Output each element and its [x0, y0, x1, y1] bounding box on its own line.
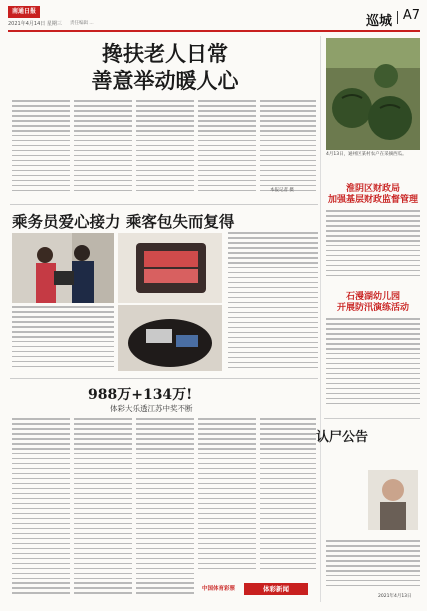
story3-body-col1 [12, 418, 70, 598]
story2-headline: 乘务员爱心接力 乘客包失而复得 [12, 212, 235, 231]
photo-staff-handover [12, 233, 114, 303]
header-divider [397, 11, 398, 24]
divider [10, 378, 318, 379]
story3-body-col3 [136, 418, 194, 598]
story3-body-col2 [74, 418, 132, 598]
paper-logo: 南通日报 [8, 6, 40, 18]
divider [10, 204, 318, 205]
story1-headline-line1: 搀扶老人日常 [102, 41, 228, 66]
story1-caption: 本报记者 摄 [270, 188, 294, 193]
right-story-b-line2: 开展防汛演练活动 [336, 303, 409, 313]
right-photo-caption: 4月13日，通州区某村农户在采摘西瓜。 [326, 152, 407, 157]
page-number: A7 [402, 8, 420, 23]
story1-body-col5 [260, 100, 316, 196]
right-story-b-line1: 石漫湖幼儿园 [345, 292, 400, 302]
photo-open-bag [118, 305, 222, 371]
story1-body-col2 [74, 100, 132, 196]
editor-line: 责任编辑 ... [70, 21, 94, 26]
notice-title: 认尸公告 [316, 430, 369, 445]
story1-headline-line2: 善意举动暖人心 [91, 68, 239, 93]
lottery-brand: 中国体育彩票 [202, 586, 236, 592]
photo-deceased-man [368, 470, 418, 530]
story1-headline [30, 40, 300, 94]
section-title: 巡城 [365, 14, 392, 29]
right-story-b-headline [326, 292, 420, 314]
story3-body-col5 [260, 418, 316, 572]
masthead [8, 4, 420, 32]
story1-body-col4 [198, 100, 256, 196]
notice-date: 2021年4月13日 [378, 594, 412, 599]
photo-watermelons [326, 38, 420, 150]
story3-headline: 988万+134万! [88, 387, 193, 403]
right-story-a-line2: 加强基层财政监督管理 [327, 195, 418, 205]
story2-body-right [228, 232, 318, 372]
right-story-a-line1: 淮阴区财政局 [345, 184, 400, 194]
right-story-a-body [326, 210, 420, 282]
column-divider [320, 36, 321, 602]
issue-date: 2021年4月14日 星期三 [8, 21, 62, 27]
lottery-banner: 体彩新闻 [244, 583, 308, 595]
photo-wallet-cash [118, 233, 222, 303]
story1-body-col1 [12, 100, 70, 196]
divider [324, 418, 420, 419]
story3-body-col4 [198, 418, 256, 572]
story3-subhead: 体彩大乐透江苏中奖不断 [110, 404, 193, 413]
story1-body-col3 [136, 100, 194, 196]
right-story-a-headline [326, 184, 420, 206]
story2-body-left [12, 306, 114, 372]
right-story-b-body [326, 318, 420, 412]
notice-body [326, 540, 420, 592]
